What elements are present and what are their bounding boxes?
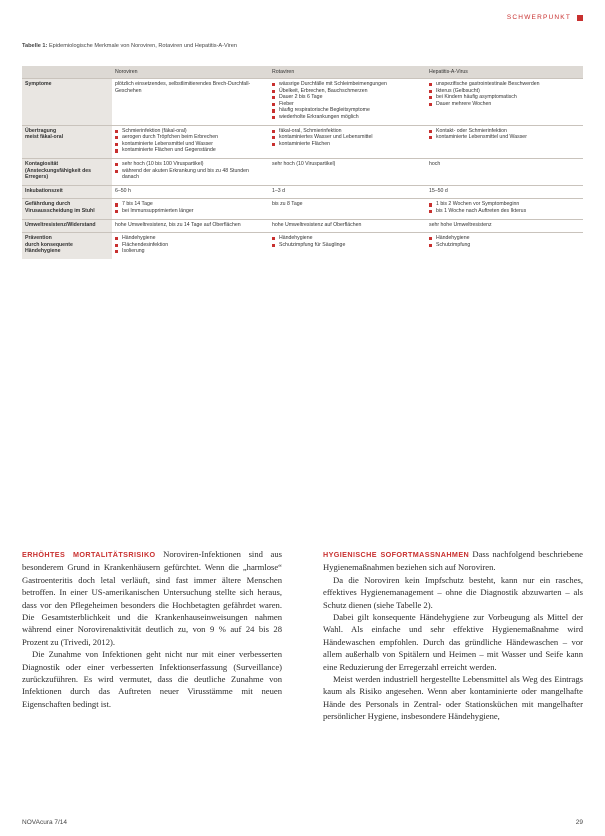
table-cell [426,79,583,126]
row-label: Kontagiosität [25,160,59,167]
bullet-item: Ikterus (Gelbsucht) [429,88,580,95]
table-body [22,79,583,259]
row-label-cell [22,79,112,126]
row-label: Symptome [25,81,52,87]
paragraph: Die Zunahme von Infektionen geht nicht nur mit einer verbesserten Diagnostik oder einer verbesserten Infektionserfassung (Surveillance) zurückzuführen. Es wird vermutet, dass die deutliche Zunahme von Infektionen durch das Auftreten neuer Virusstämme mit neuen Eigenschaften bedingt ist. [22,649,282,709]
table-row [22,199,583,219]
bullet-list [115,235,266,255]
bullet-item: Händehygiene [429,235,580,242]
row-label-cell [22,219,112,233]
bullet-list [272,128,423,148]
bullet-item: aerogen durch Tröpfchen beim Erbrechen [115,134,266,141]
row-sublabel: durch konsequente Händehygiene [25,241,73,255]
row-label-cell [22,158,112,185]
table-caption [22,43,237,49]
paragraph: HYGIENISCHE SOFORTMASSNAHMEN Dass nachfolgend beschriebene Hygienemaßnahmen beziehen sich auf Noroviren. [323,549,583,573]
article-column-left [22,548,282,710]
table-row [22,158,583,185]
row-sublabel: (Ansteckungsfähigkeit des Erregers) [25,167,92,181]
table-cell: hohe Umweltresistenz auf Oberflächen [269,219,426,233]
table-caption-text: Epidemiologische Merkmale von Noroviren, Rotaviren und Hepatitis-A-Viren [48,43,237,49]
bullet-item: bis 1 Woche nach Auftreten des Ikterus [429,208,580,215]
bullet-item: Händehygiene [115,235,266,242]
table-row [22,219,583,233]
table-cell [426,233,583,259]
bullet-list [429,201,580,214]
row-label: Umweltresistenz/Widerstand [25,221,96,228]
row-label: Gefährdung durch Virusausscheidung im Stuhl [25,201,95,214]
page-footer [22,819,583,826]
section-marker-icon [577,15,583,21]
bullet-list [272,235,423,248]
table-header-row [22,66,583,79]
bullet-item: wiederholte Erkrankungen möglich [272,114,423,121]
bullet-item: kontaminierte Flächen und Gegenstände [115,147,266,154]
article-body [22,548,583,813]
table-column-header [22,66,112,79]
page-number: 29 [575,819,583,826]
row-label-cell [22,125,112,158]
bullet-list [115,128,266,154]
bullet-item: während der akuten Erkrankung und bis zu 48 Stunden danach [115,168,266,181]
bullet-item: Händehygiene [272,235,423,242]
table-cell [112,233,269,259]
row-label: Inkubationszeit [25,187,63,194]
bullet-item: kontaminierte Lebensmittel und Wasser [115,141,266,148]
bullet-item: Isolierung [115,248,266,255]
bullet-list [429,128,580,141]
row-label: Übertragung [25,127,57,134]
bullet-item: Schutzimpfung [429,242,580,249]
table-cell [269,79,426,126]
bullet-item: sehr hoch (10 bis 100 Viruspartikel) [115,161,266,168]
table-row [22,233,583,259]
bullet-item: wässrige Durchfälle mit Schleimbeimengungen [272,81,423,88]
bullet-item: kontaminierte Flächen [272,141,423,148]
bullet-item: Schutzimpfung für Säuglinge [272,242,423,249]
table-cell [426,125,583,158]
table-cell [112,158,269,185]
section-heading: ERHÖHTES MORTALITÄTSRISIKO [22,550,156,559]
bullet-item: bei Kindern häufig asymptomatisch [429,94,580,101]
bullet-item: kontaminiertes Wasser und Lebensmittel [272,134,423,141]
journal-name: NOVAcura 7/14 [22,819,68,826]
row-label: Prävention [25,235,52,242]
bullet-list [429,235,580,248]
article-column-right [323,548,583,723]
bullet-item: häufig respiratorische Begleitsymptome [272,107,423,114]
table-column-header: Hepatitis-A-Virus [426,66,583,79]
table-cell: hoch [426,158,583,185]
table-cell: sehr hoch (10 Viruspartikel) [269,158,426,185]
bullet-item: Fieber [272,101,423,108]
table-cell: 6–50 h [112,185,269,199]
paragraph: ERHÖHTES MORTALITÄTSRISIKO Noroviren-Infektionen sind aus besonderem Grund in Krankenhäusern gefürchtet. Wenn die „harmlose“ Gastroenteritis doch letal verläuft, sind fast immer ältere Menschen betroffen. In einer US-amerikanischen Untersuchung stellte sich heraus, dass vor den Pflegeheimen besonders die Hochbetagten gefährdet waren. Die Gesamtsterblichkeit und die Krankenhauseinweisungen nahmen während einer Norovirenaktivität deutlich zu, von 9 % auf 24 bis 28 Prozent zu (Trivedi, 2012). [22,549,282,647]
table-column-header: Rotaviren [269,66,426,79]
table-cell [269,233,426,259]
bullet-item: unspezifische gastrointestinale Beschwerden [429,81,580,88]
bullet-item: fäkal-oral, Schmierinfektion [272,128,423,135]
bullet-item: kontaminierte Lebensmittel und Wasser [429,134,580,141]
table-cell: bis zu 8 Tage [269,199,426,219]
table-cell: 15–50 d [426,185,583,199]
row-label-cell [22,185,112,199]
bullet-item: 7 bis 14 Tage [115,201,266,208]
paragraph: Meist werden industriell hergestellte Lebensmittel als Weg des Eintrags kaum als Risiko angesehen. Wenn aber kontaminierte oder mangelhafte Hände des Personals in Zentral- oder Stationsküchen mit mangelhafter persönlicher Hygiene, insbesondere Händehygiene, [323,674,583,722]
table-cell [112,125,269,158]
table-cell [426,199,583,219]
table-cell: plötzlich einsetzendes, selbstlimitierendes Brech-Durchfall-Geschehen [112,79,269,126]
row-label-cell [22,199,112,219]
epidemiology-table [22,66,583,259]
bullet-item: Übelkeit, Erbrechen, Bauchschmerzen [272,88,423,95]
bullet-list [272,81,423,121]
table-row [22,125,583,158]
bullet-list [115,161,266,181]
bullet-list [429,81,580,107]
row-label-cell [22,233,112,259]
section-header [507,14,583,21]
table-column-header: Noroviren [112,66,269,79]
table-cell: 1–3 d [269,185,426,199]
bullet-item: bei Immunsupprimierten länger [115,208,266,215]
paragraph: Da die Noroviren kein Impfschutz besteht, kann nur ein rasches, effektives Hygienemanagement – ohne die Diagnostik abzuwarten – als Schutz dienen (siehe Tabelle 2). [323,574,583,610]
bullet-item: Flächendesinfektion [115,242,266,249]
bullet-item: Dauer mehrere Wochen [429,101,580,108]
paragraph: Dabei gilt konsequente Händehygiene zur Vorbeugung als Mittel der Wahl. Als einfache und sehr effektive Hygienemaßnahme wird Händewaschen empfohlen. Durch das gründliche Händewaschen – vor allem außerhalb von Spitälern und Heimen – mit Wasser und Seife kann eine Reduzierung der Erregerzahl erreicht werden. [323,612,583,672]
section-heading: HYGIENISCHE SOFORTMASSNAHMEN [323,550,470,559]
table-cell: sehr hohe Umweltresistenz [426,219,583,233]
bullet-item: 1 bis 2 Wochen vor Symptombeginn [429,201,580,208]
table-row [22,79,583,126]
bullet-item: Kontakt- oder Schmierinfektion [429,128,580,135]
table-cell [112,199,269,219]
bullet-list [115,201,266,214]
row-sublabel: meist fäkal-oral [25,134,64,141]
table-cell: hohe Umweltresistenz, bis zu 14 Tage auf Oberflächen [112,219,269,233]
bullet-item: Dauer 2 bis 6 Tage [272,94,423,101]
section-title: SCHWERPUNKT [506,14,571,21]
table-cell [269,125,426,158]
table-row [22,185,583,199]
bullet-item: Schmierinfektion (fäkal-oral) [115,128,266,135]
table-caption-label: Tabelle 1: [22,43,48,49]
